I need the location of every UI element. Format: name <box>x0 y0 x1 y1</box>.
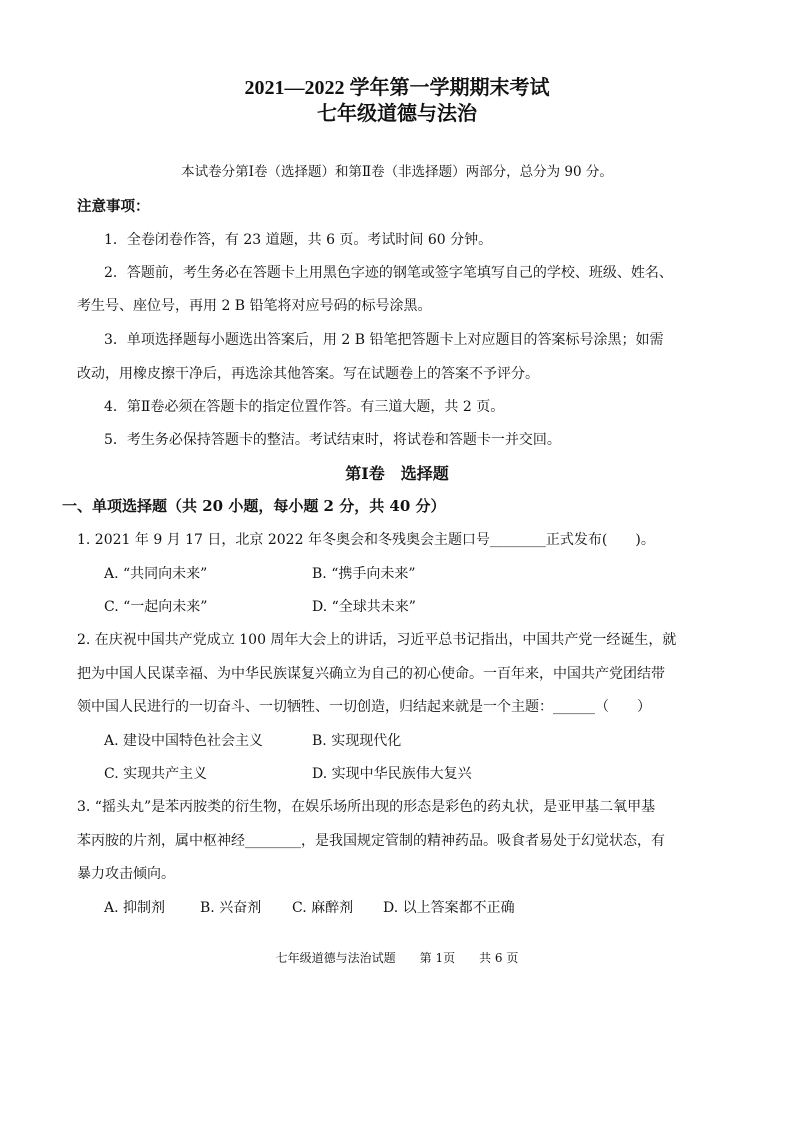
option-a: A. 建设中国特色社会主义 <box>104 733 264 749</box>
option-c: C. 实现共产主义 <box>104 766 208 782</box>
notice-item: 2．答题前，考生务必在答题卡上用黑色字迹的钢笔或签字笔填写自己的学校、班级、姓名、 <box>104 265 673 281</box>
question-3: 3. “摇头丸”是苯丙胺类的衍生物，在娱乐场所出现的形态是彩色的药丸状，是亚甲基二氧甲基 <box>77 799 656 815</box>
notice-item: 5．考生务必保持答题卡的整洁。考试结束时，将试卷和答题卡一并交回。 <box>104 432 561 448</box>
question-2: 2. 在庆祝中国共产党成立 100 周年大会上的讲话，习近平总书记指出，中国共产党一经诞生，就 <box>77 632 677 648</box>
notice-item: 4．第Ⅱ卷必须在答题卡的指定位置作答。有三道大题，共 2 页。 <box>104 399 505 415</box>
option-c: C. 麻醉剂 <box>292 900 354 916</box>
notice-item: 考生号、座位号，再用 2 B 铅笔将对应号码的标号涂黑。 <box>77 298 432 314</box>
notice-item: 1．全卷闭卷作答，有 23 道题，共 6 页。考试时间 60 分钟。 <box>104 232 493 248</box>
option-d: D. 以上答案都不正确 <box>383 900 515 916</box>
option-b: B. 实现现代化 <box>312 733 402 749</box>
intro-text: 本试卷分第Ⅰ卷（选择题）和第Ⅱ卷（非选择题）两部分，总分为 90 分。 <box>181 164 613 180</box>
notice-item: 3．单项选择题每小题选出答案后，用 2 B 铅笔把答题卡上对应题目的答案标号涂黑；如需 <box>104 332 664 348</box>
part1-title: 第Ⅰ卷 选择题 <box>345 464 449 483</box>
page-footer: 七年级道德与法治试题 第 1页 共 6 页 <box>275 951 519 965</box>
option-b: B. “携手向未来” <box>312 566 416 582</box>
question-3-line: 苯丙胺的片剂，属中枢神经________，是我国规定管制的精神药品。吸食者易处于幻觉状态，有 <box>77 833 665 849</box>
question-3-line: 暴力攻击倾向。 <box>77 866 175 882</box>
question-2-line: 把为中国人民谋幸福、为中华民族谋复兴确立为自己的初心使命。一百年来，中国共产党团结带 <box>77 666 665 682</box>
notice-heading: 注意事项： <box>77 198 150 215</box>
exam-subject: 七年级道德与法治 <box>317 103 477 125</box>
option-c: C. “一起向未来” <box>104 599 208 615</box>
option-d: D. “全球共未来” <box>312 599 416 615</box>
notice-item: 改动，用橡皮擦干净后，再选涂其他答案。写在试题卷上的答案不予评分。 <box>77 366 539 382</box>
option-a: A. 抑制剂 <box>104 900 166 916</box>
exam-title: 2021—2022 学年第一学期期末考试 <box>244 77 550 99</box>
question-2-line: 领中国人民进行的一切奋斗、一切牺牲、一切创造，归结起来就是一个主题：______（ ） <box>77 699 651 715</box>
option-b: B. 兴奋剂 <box>200 900 262 916</box>
question-1: 1. 2021 年 9 月 17 日，北京 2022 年冬奥会和冬残奥会主题口号________正式发布( )。 <box>77 532 655 548</box>
option-a: A. “共同向未来” <box>104 566 208 582</box>
section-heading: 一、单项选择题（共 20 小题，每小题 2 分，共 40 分） <box>62 497 446 515</box>
option-d: D. 实现中华民族伟大复兴 <box>312 766 472 782</box>
